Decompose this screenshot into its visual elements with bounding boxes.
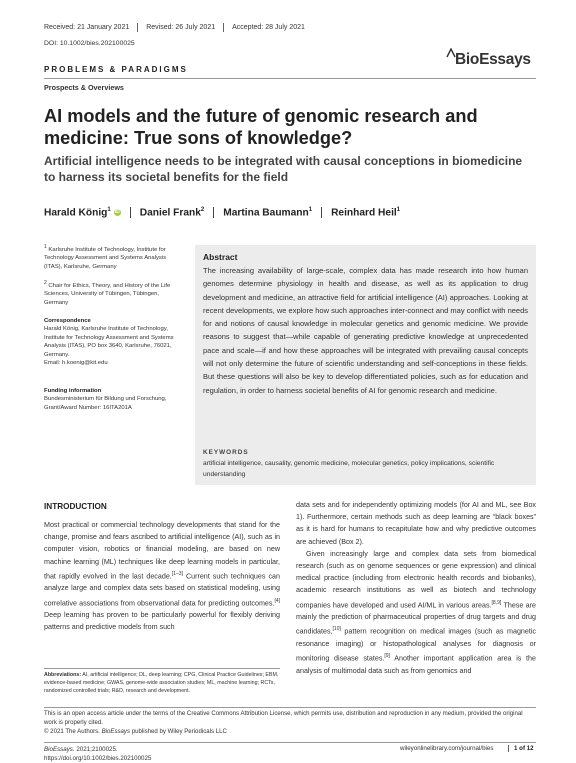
abbreviations-divider: [44, 668, 280, 669]
author[interactable]: Daniel Frank$^2$: [139, 207, 205, 219]
author-separator: [213, 207, 214, 218]
body-column-1: [44, 519, 280, 634]
author[interactable]: Martina Baumann$^1$: [223, 207, 313, 219]
citation-link[interactable]: [8,9]: [491, 599, 502, 606]
citation-link[interactable]: [4]: [274, 597, 280, 604]
page-number: 1 of 12: [508, 745, 534, 752]
citation-link[interactable]: [9]: [384, 653, 390, 660]
journal-logo-text: BioEssays: [455, 51, 531, 68]
paragraph: Most practical or commercial technology developments that stand for the change, promise and fears ascribed to artificial intelligence (AI), such as in computer vision, robotics or financial modeling, are based on new machine learning (ML) techniques like deep learning models in particular, that rapidly evolved in the last decade.[1–3] Current such techniques can analyze large and complex data sets based on statistical modeling, using correlative associations from observational data for predicting outcomes.[4] Deep learning has proven to be particularly powerful for flexibly deriving patterns and predictive models from such: [44, 521, 280, 632]
section-label: PROBLEMS & PARADIGMS: [44, 65, 188, 74]
abstract-heading: Abstract: [203, 252, 238, 262]
article-title: AI models and the future of genomic research and medicine: True sons of knowledge?: [44, 106, 478, 148]
author[interactable]: Harald König$^1$ iD: [44, 207, 120, 219]
funding-heading: Funding information: [44, 388, 102, 394]
citation-link[interactable]: [10]: [332, 626, 341, 633]
body-column-2: [296, 499, 536, 677]
copyright: © 2021 The Authors. BioEssays published by Wiley Periodicals LLC: [44, 728, 227, 735]
author[interactable]: Reinhard Heil$^1$: [331, 207, 401, 219]
author-list: [44, 207, 400, 218]
received-date: Received: 21 January 2021: [44, 23, 138, 32]
subsection-label: Prospects & Overviews: [44, 83, 124, 92]
email-link[interactable]: Email: h.koenig@kit.edu: [44, 360, 108, 367]
introduction-heading: INTRODUCTION: [44, 502, 107, 511]
doi-link[interactable]: https://doi.org/10.1002/bies.202100025: [44, 755, 152, 762]
logo-mark-icon: [446, 48, 456, 58]
correspondence-heading: Correspondence: [44, 318, 91, 324]
doi: DOI: 10.1002/bies.202100025: [44, 40, 135, 47]
affiliation-1: $^1$ Karlsruhe Institute of Technology, Institute for Technology Assessment and Systems Analysis (ITAS), Karlsruhe, Germany: [44, 244, 167, 270]
article-subtitle: Artificial intelligence needs to be integrated with causal conceptions in biomedicine to harness its societal benefits for the field: [44, 154, 523, 184]
abstract-text: The increasing availability of large-scale, complex data has made research into how human genomes determine physiology in health and disease, as well as its application to drug development and medicine, an attractive field for artificial intelligence (AI) approaches. Looking at recent developments, we explore how such approaches inter-connect and may conflict with needs for and notions of causal knowledge in molecular genetics and genomic medicine. We provide reasons to suggest that—while capable of generating predictive knowledge at unprecedented pace and scale—if and how these approaches will be integrated with prevailing causal concepts will not only determine the future of scientific understanding and self-conceptions in these fields. But these questions will also be key to develop differentiated policies, such as for education and regulation, in order to harness societal benefits of AI for genomic research and medicine.: [203, 266, 528, 395]
affiliation-2: $^2$ Chair for Ethics, Theory, and History of the Life Sciences, University of Tübingen, Tübingen, Germany: [44, 280, 171, 306]
abbreviations: Abbreviations: AI, artificial intelligence; DL, deep learning; CPG, Clinical Practice Guidelines; EBM, evidence-based medicine; GWAS, genome-wide association studies; ML, machine learning; RCTs, randomized controlled trials; R&D, research and development.: [44, 672, 279, 695]
revised-date: Revised: 26 July 2021: [146, 23, 224, 32]
license-text: This is an open access article under the terms of the Creative Commons Attribution License, which permits use, distribution and reproduction in any medium, provided the original work is properly cited.: [44, 710, 523, 726]
keywords-heading: KEYWORDS: [203, 449, 249, 456]
author-separator: [130, 207, 131, 218]
footer-divider: [44, 707, 536, 708]
correspondence: Correspondence Harald König, Karlsruhe Institute of Technology, Institute for Technology Assessment and Systems Analysis (ITAS), PO box 3640, Karlsruhe, 76021, Germany. Email: h.koenig@kit.edu: [44, 318, 174, 367]
author-separator: [321, 207, 322, 218]
paragraph: Given increasingly large and complex data sets from biomedical research (such as on genome sequences or gene expression) and clinical medical practice (including from electronic health records and biobanks), academic research institutions as well as biotech and technology companies have developed and used AI/ML in various areas.[8,9] These are mainly the prediction of pharmaceutical properties of drug targets and drug candidates,[10] pattern recognition on medical images (such as magnetic resonance imaging) or histopathological analyses for diagnosis or monitoring disease states.[9] Another important application area is the analysis of multimodal data such as from genomics and: [296, 549, 536, 675]
section-divider: [44, 78, 536, 79]
journal-site-link[interactable]: wileyonlinelibrary.com/journal/bies: [400, 745, 494, 752]
accepted-date: Accepted: 28 July 2021: [232, 24, 305, 31]
orcid-icon[interactable]: iD: [114, 209, 120, 216]
bottom-divider: [44, 742, 536, 743]
article-history: [44, 23, 536, 32]
keywords: artificial intelligence, causality, genomic medicine, molecular genetics, policy implications, scientific understanding: [203, 460, 495, 478]
paragraph: data sets and for independently optimizing models (for AI and ML, see Box 1). Furthermore, certain methods such as deep learning are “black boxes” as it is hard for humans to recapitulate how and why predictive outcomes are achieved (Box 2).: [296, 501, 536, 546]
citation-link[interactable]: [1–3]: [171, 570, 183, 577]
journal-reference: BioEssays. 2021;2100025. https://doi.org/10.1002/bies.202100025: [44, 746, 152, 762]
journal-logo: [455, 51, 531, 69]
funding: Funding information Bundesministerium für Bildung und Forschung, Grant/Award Number: 16ITA201A: [44, 388, 167, 411]
